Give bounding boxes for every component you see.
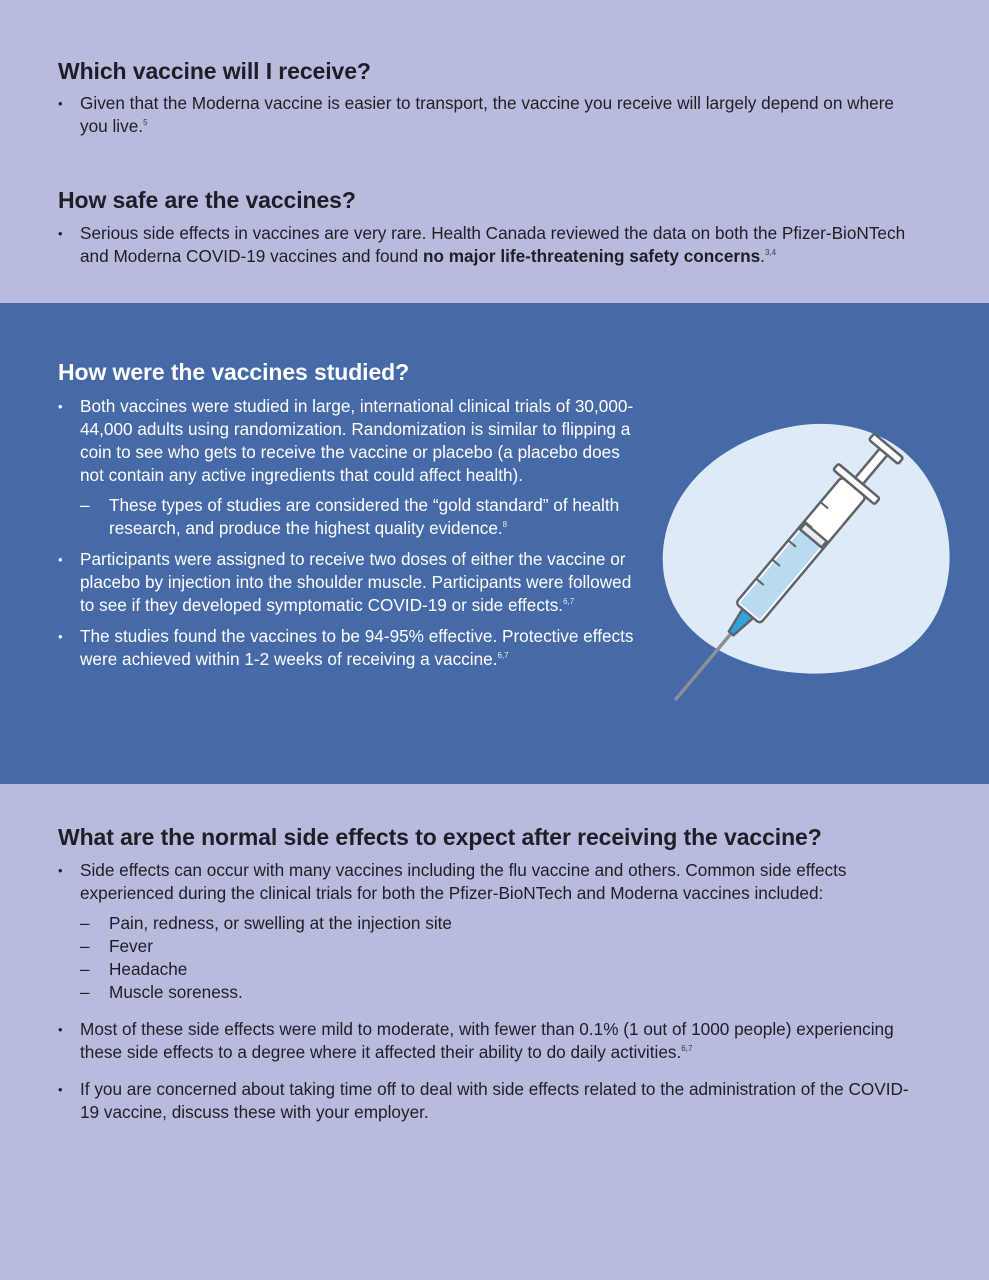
- bullet-text: If you are concerned about taking time off to deal with side effects related to the administration of the COVID-19 vaccine, discuss these with your employer.: [80, 1079, 909, 1122]
- reference: 6,7: [563, 597, 575, 606]
- bullet-text: Both vaccines were studied in large, international clinical trials of 30,000-44,000 adults using randomization. Randomization is similar to flipping a coin to see who gets to receive the vaccine or placebo (a placebo does not contain any active ingredients that could affect health).: [80, 396, 634, 485]
- bullet-text: Participants were assigned to receive two doses of either the vaccine or placebo by injection into the shoulder muscle. Participants were followed to see if they developed symptomatic COVID-19 or side effects.: [80, 549, 632, 615]
- reference: 8: [502, 520, 508, 529]
- syringe-icon: [655, 413, 955, 703]
- heading-side-effects: What are the normal side effects to expect after receiving the vaccine?: [58, 824, 822, 850]
- reference: 6,7: [497, 651, 509, 660]
- list-item: [58, 548, 643, 617]
- syringe-needle: [675, 633, 731, 700]
- bullet-text: Given that the Moderna vaccine is easier to transport, the vaccine you receive will largely depend on where you live.: [80, 93, 894, 136]
- side-effects-sub-list: [80, 912, 918, 1004]
- heading-how-safe: How safe are the vaccines?: [58, 187, 356, 213]
- bullet-text: Most of these side effects were mild to moderate, with fewer than 0.1% (1 out of 1000 people) experiencing these side effects to a degree where it affected their ability to do daily activities.: [80, 1019, 894, 1062]
- sub-item-text: These types of studies are considered the “gold standard” of health research, and produce the highest quality evidence.: [109, 495, 620, 538]
- reference: 3,4: [764, 248, 777, 257]
- list-which-vaccine: [58, 92, 918, 146]
- sub-list-item: – Pain, redness, or swelling at the injection site: [80, 912, 918, 935]
- list-item: [58, 859, 918, 1004]
- sub-list-item: – Muscle soreness.: [80, 981, 918, 1004]
- list-item: [58, 625, 643, 671]
- bullet-text: Side effects can occur with many vaccines including the flu vaccine and others. Common side effects experienced during the clinical trials for both the Pfizer-BioNTech and Moderna vaccines included:: [80, 860, 847, 903]
- bullet-text-end: .: [760, 246, 765, 266]
- list-item: [58, 395, 643, 540]
- list-item: [58, 92, 918, 138]
- sub-list-item: – Headache: [80, 958, 918, 981]
- list-how-safe: [58, 222, 918, 276]
- bullet-text: Serious side effects in vaccines are very rare. Health Canada reviewed the data on both the Pfizer-BioNTech and Moderna COVID-19 vaccines and found: [80, 223, 906, 266]
- reference: 6,7: [681, 1044, 693, 1053]
- list-item: [58, 1078, 918, 1124]
- section-side-effects: [0, 784, 989, 1280]
- sub-list-item: – Fever: [80, 935, 918, 958]
- list-side-effects: [58, 859, 918, 1132]
- heading-which-vaccine: Which vaccine will I receive?: [58, 58, 371, 84]
- heading-how-studied: How were the vaccines studied?: [58, 359, 410, 385]
- sub-list: [80, 494, 643, 540]
- section-vaccine-choice-safety: [0, 0, 989, 303]
- bullet-text: The studies found the vaccines to be 94-95% effective. Protective effects were achieved within 1-2 weeks of receiving a vaccine.: [80, 626, 634, 669]
- list-how-studied: [58, 395, 643, 679]
- list-item: [58, 1018, 918, 1064]
- list-item: [58, 222, 918, 268]
- section-vaccine-studies: [0, 303, 989, 784]
- sub-list-item: [80, 494, 643, 540]
- bold-safety-statement: no major life-threatening safety concerns: [423, 246, 761, 266]
- reference: 5: [143, 118, 148, 127]
